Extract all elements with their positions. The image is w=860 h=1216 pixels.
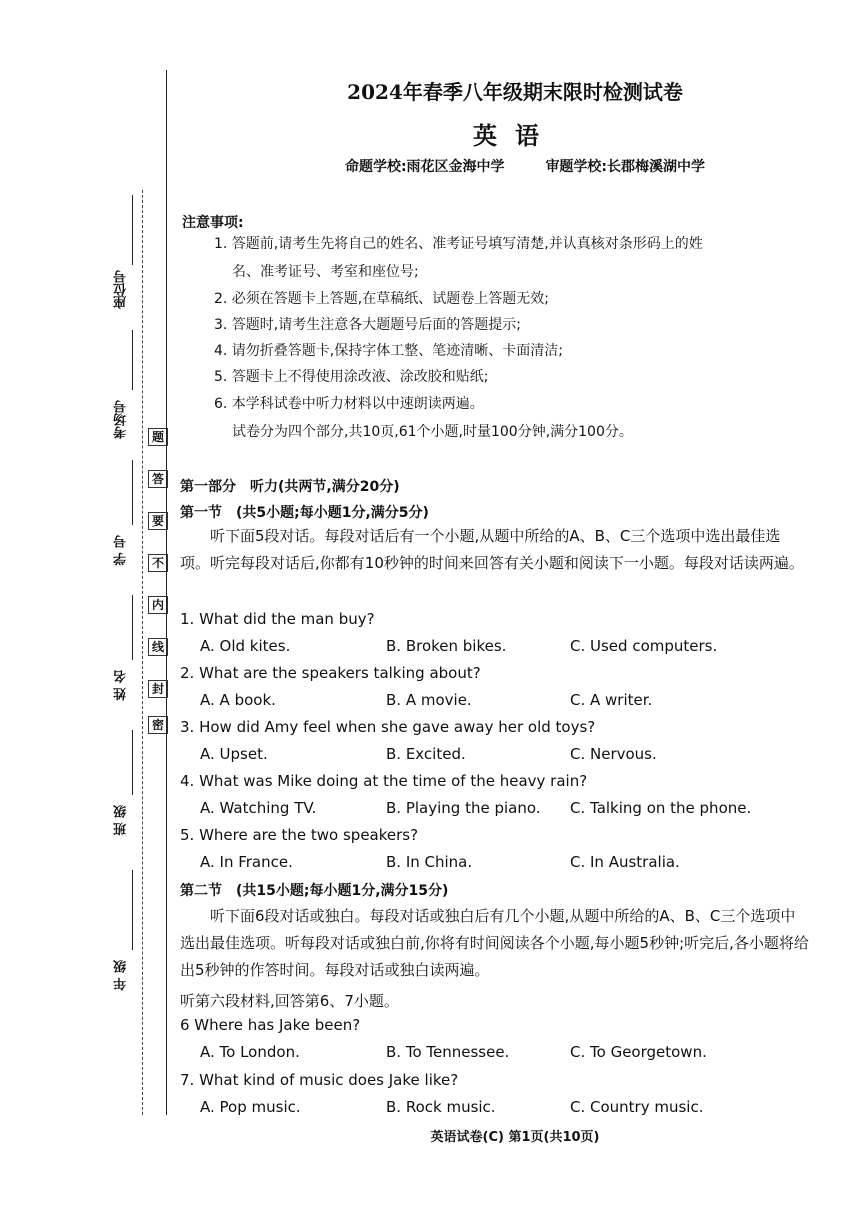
seat-number-line [132,195,133,265]
option-c: C. To Georgetown. [570,1043,707,1061]
seal-char: 答 [148,470,168,488]
exam-room-field: 考场号 [114,400,129,439]
note-item: 6. 本学科试卷中听力材料以中速朗读两遍。 [214,396,484,412]
option-a: A. Upset. [200,745,268,763]
note-item: 试卷分为四个部分,共10页,61个小题,时量100分钟,满分100分。 [232,424,633,440]
question: 6 Where has Jake been? [180,1016,361,1034]
name-field: 姓 名 [114,670,129,701]
question: 3. How did Amy feel when she gave away her old toys? [180,718,596,736]
material6-instruction: 听第六段材料,回答第6、7小题。 [180,992,399,1010]
option-a: A. Pop music. [200,1098,301,1116]
part1-title: 听力(共两节,满分20分) [250,479,400,495]
option-a: A. In France. [200,853,293,871]
note-item: 2. 必须在答题卡上答题,在草稿纸、试题卷上答题无效; [214,291,549,307]
note-item: 1. 答题前,请考生先将自己的姓名、准考证号填写清楚,并认真核对条形码上的姓 [214,236,703,252]
page-footer: 英语试卷(C) 第1页(共10页) [430,1130,600,1145]
part1-label: 第一部分 [180,479,236,495]
question: 1. What did the man buy? [180,610,375,628]
note-item: 4. 请勿折叠答题卡,保持字体工整、笔迹清晰、卡面清洁; [214,343,563,359]
option-b: B. Broken bikes. [386,637,507,655]
option-c: C. In Australia. [570,853,680,871]
seal-char: 线 [148,638,168,656]
option-c: C. A writer. [570,691,653,709]
proposing-school: 命题学校:雨花区金海中学 [344,159,505,175]
option-a: A. Old kites. [200,637,291,655]
grade-field: 年 级 [114,960,129,991]
reviewing-school: 审题学校:长郡梅溪湖中学 [545,159,706,175]
note-item: 名、准考证号、考室和座位号; [232,264,419,280]
option-c: C. Used computers. [570,637,718,655]
section1-heading [180,502,429,522]
section2-label: 第二节 [180,883,222,899]
class-line [132,730,133,795]
seal-char: 要 [148,512,168,530]
option-a: A. To London. [200,1043,300,1061]
exam-title: 2024年春季八年级期末限时检测试卷 [347,80,683,104]
seal-char: 封 [148,680,168,698]
section2-heading [180,880,448,900]
school-info [220,156,830,176]
question: 5. Where are the two speakers? [180,826,419,844]
section2-title: (共15小题;每小题1分,满分15分) [236,883,449,899]
seal-char: 内 [148,596,168,614]
option-a: A. A book. [200,691,276,709]
option-c: C. Country music. [570,1098,704,1116]
option-b: B. Playing the piano. [386,799,541,817]
class-field: 班 级 [114,805,129,836]
question: 4. What was Mike doing at the time of the heavy rain? [180,772,588,790]
option-b: B. A movie. [386,691,472,709]
section1-title: (共5小题;每小题1分,满分5分) [236,505,429,521]
option-b: B. In China. [386,853,473,871]
option-b: B. To Tennessee. [386,1043,510,1061]
section1-instruction: 听下面5段对话。每段对话后有一个小题,从题中所给的A、B、C三个选项中选出最佳选项。听完每段对话后,你都有10秒钟的时间来回答有关小题和阅读下一小题。每段对话读两遍。 [180,527,804,572]
student-number-field: 学 号 [114,535,129,566]
subject-title: 英语 [473,121,557,150]
option-a: A. Watching TV. [200,799,317,817]
seal-char: 不 [148,554,168,572]
seal-char: 题 [148,428,168,446]
notes-heading: 注意事项: [182,215,244,231]
option-c: C. Nervous. [570,745,657,763]
student-number-line [132,460,133,525]
option-b: B. Rock music. [386,1098,496,1116]
note-item: 5. 答题卡上不得使用涂改液、涂改胶和贴纸; [214,369,489,385]
grade-line [132,870,133,950]
part1-heading [180,476,400,496]
binding-dashed-line [142,190,143,1115]
binding-solid-line [166,70,167,1115]
option-b: B. Excited. [386,745,466,763]
option-c: C. Talking on the phone. [570,799,752,817]
seat-number-field: 座位号 [114,270,129,309]
question: 2. What are the speakers talking about? [180,664,481,682]
exam-room-line [132,330,133,390]
question: 7. What kind of music does Jake like? [180,1071,459,1089]
name-line [132,595,133,660]
section1-label: 第一节 [180,505,222,521]
section2-instruction: 听下面6段对话或独白。每段对话或独白后有几个小题,从题中所给的A、B、C三个选项中选出最佳选项。听每段对话或独白前,你将有时间阅读各个小题,每小题5秒钟;听完后,各小题将给出5秒钟的作答时间。每段对话或独白读两遍。 [180,907,809,979]
note-item: 3. 答题时,请考生注意各大题题号后面的答题提示; [214,317,521,333]
seal-char: 密 [148,716,168,734]
